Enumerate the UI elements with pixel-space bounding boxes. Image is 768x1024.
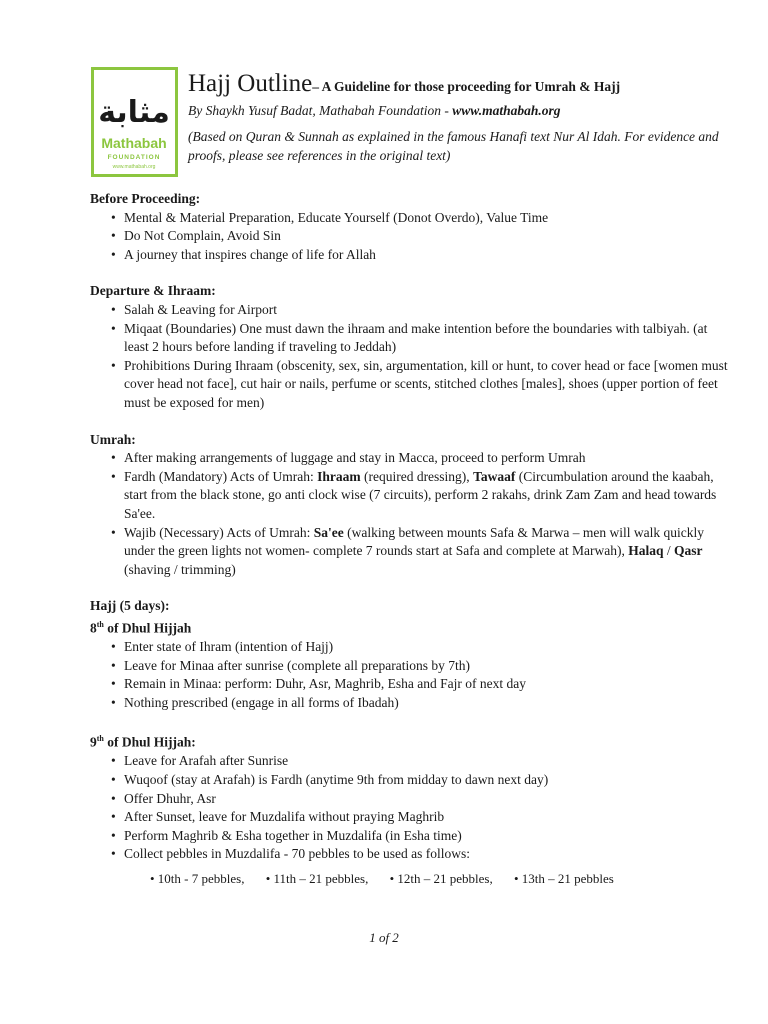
author-byline <box>188 103 748 119</box>
logo-foundation: FOUNDATION <box>107 154 161 161</box>
document-title: Hajj Outline <box>188 70 313 97</box>
list-item <box>124 524 730 580</box>
day-number: 8 <box>90 620 97 636</box>
subsection-title <box>90 730 730 752</box>
list-item: • After making arrangements of luggage and stay in Macca, proceed to perform Umrah <box>124 449 730 468</box>
term-tawaaf: Tawaaf <box>473 468 516 484</box>
text-run: Fardh (Mandatory) Acts of Umrah: <box>124 468 318 484</box>
pebbles-item: • 10th - 7 pebbles, <box>150 871 245 886</box>
title-line <box>188 70 748 101</box>
bullet-list <box>90 209 730 265</box>
mathabah-logo <box>91 67 178 177</box>
section-before-proceeding <box>90 190 730 264</box>
text-run: (Circumbulation around the kaabah, start from the black stone, go anti clock wise (7 circuits), perform 2 rakahs, drink Zam Zam and head towards Sa'ee. <box>124 468 717 521</box>
section-departure-ihraam <box>90 282 730 412</box>
document-body <box>90 190 730 907</box>
section-title: Departure & Ihraam: <box>90 283 216 299</box>
logo-arabic: مثابة <box>98 95 170 130</box>
page-number: 1 of 2 <box>369 930 399 945</box>
document-subtitle: – A Guideline for those proceeding for Umrah & Hajj <box>312 79 621 94</box>
list-item: • Enter state of Ihram (intention of Hajj) <box>124 638 730 657</box>
text-run: (shaving / trimming) <box>124 561 236 577</box>
section-hajj-day-8 <box>90 597 730 712</box>
website-link[interactable]: www.mathabah.org <box>452 103 561 118</box>
section-umrah <box>90 431 730 580</box>
list-item: • Collect pebbles in Muzdalifa - 70 pebbles to be used as follows: <box>124 845 730 864</box>
pebbles-schedule <box>90 870 730 889</box>
byline-text: By Shaykh Yusuf Badat, Mathabah Foundation - <box>188 103 453 118</box>
subsection-title <box>90 616 730 638</box>
text-run: (walking between mounts Safa & Marwa – men will walk quickly under the green lights not women- complete 7 rounds start at Safa and complete at Marwah), <box>124 524 705 559</box>
list-item: • After Sunset, leave for Muzdalifa without praying Maghrib <box>124 808 730 827</box>
list-item: • Wuqoof (stay at Arafah) is Fardh (anytime 9th from midday to dawn next day) <box>124 771 730 790</box>
list-item: • Salah & Leaving for Airport <box>124 301 730 320</box>
list-item: • Mental & Material Preparation, Educate Yourself (Donot Overdo), Value Time <box>124 209 730 228</box>
section-title: Before Proceeding: <box>90 191 201 206</box>
text-run: (required dressing), <box>360 468 474 484</box>
pebbles-item: • 13th – 21 pebbles <box>513 871 614 886</box>
logo-name: Mathabah <box>101 135 167 151</box>
term-ihraam: Ihraam <box>317 468 361 484</box>
bullet-list <box>90 752 730 864</box>
pebbles-item: • 11th – 21 pebbles, <box>265 871 369 886</box>
day-label: of Dhul Hijjah: <box>103 734 196 750</box>
term-saee: Sa'ee <box>313 524 344 540</box>
list-item: • Miqaat (Boundaries) One must dawn the ihraam and make intention before the boundaries with talbiyah. (at least 2 hours before landing if traveling to Jeddah) <box>124 320 730 357</box>
section-hajj-day-9 <box>90 730 730 888</box>
list-item: • Do Not Complain, Avoid Sin <box>124 227 730 246</box>
list-item: • Leave for Minaa after sunrise (complete all preparations by 7th) <box>124 657 730 676</box>
list-item: • Offer Dhuhr, Asr <box>124 790 730 809</box>
section-title: Umrah: <box>90 431 136 447</box>
day-label: of Dhul Hijjah <box>103 620 192 636</box>
list-item: • Leave for Arafah after Sunrise <box>124 752 730 771</box>
source-note: (Based on Quran & Sunnah as explained in the famous Hanafi text Nur Al Idah. For evidence and proofs, please see references in the original text) <box>188 129 719 163</box>
day-number: 9 <box>90 734 97 750</box>
term-qasr: Qasr <box>674 543 703 559</box>
bullet-list <box>90 638 730 712</box>
list-item: • Perform Maghrib & Esha together in Muzdalifa (in Esha time) <box>124 827 730 846</box>
ordinal-suffix: th <box>96 734 104 744</box>
list-item: • Nothing prescribed (engage in all forms of Ibadah) <box>124 694 730 713</box>
list-item <box>124 468 730 524</box>
text-run: Wajib (Necessary) Acts of Umrah: <box>124 524 314 540</box>
list-item: • Remain in Minaa: perform: Duhr, Asr, Maghrib, Esha and Fajr of next day <box>124 675 730 694</box>
text-run: / <box>663 543 675 559</box>
bullet-list <box>90 301 730 413</box>
logo-url: www.mathabah.org <box>112 164 156 170</box>
list-item: • A journey that inspires change of life for Allah <box>124 246 730 265</box>
section-title: Hajj (5 days): <box>90 598 170 614</box>
term-halaq: Halaq <box>628 543 664 559</box>
bullet-list <box>90 449 730 579</box>
ordinal-suffix: th <box>96 619 104 629</box>
pebbles-item: • 12th – 21 pebbles, <box>389 871 493 886</box>
list-item: • Prohibitions During Ihraam (obscenity, sex, sin, argumentation, kill or hunt, to cover head or face [women must cover head not face], cut hair or nails, perfume or scents, stitched clothes [males], shoes (upper portion of feet must be exposed for men) <box>124 357 730 413</box>
document-header <box>188 70 748 165</box>
